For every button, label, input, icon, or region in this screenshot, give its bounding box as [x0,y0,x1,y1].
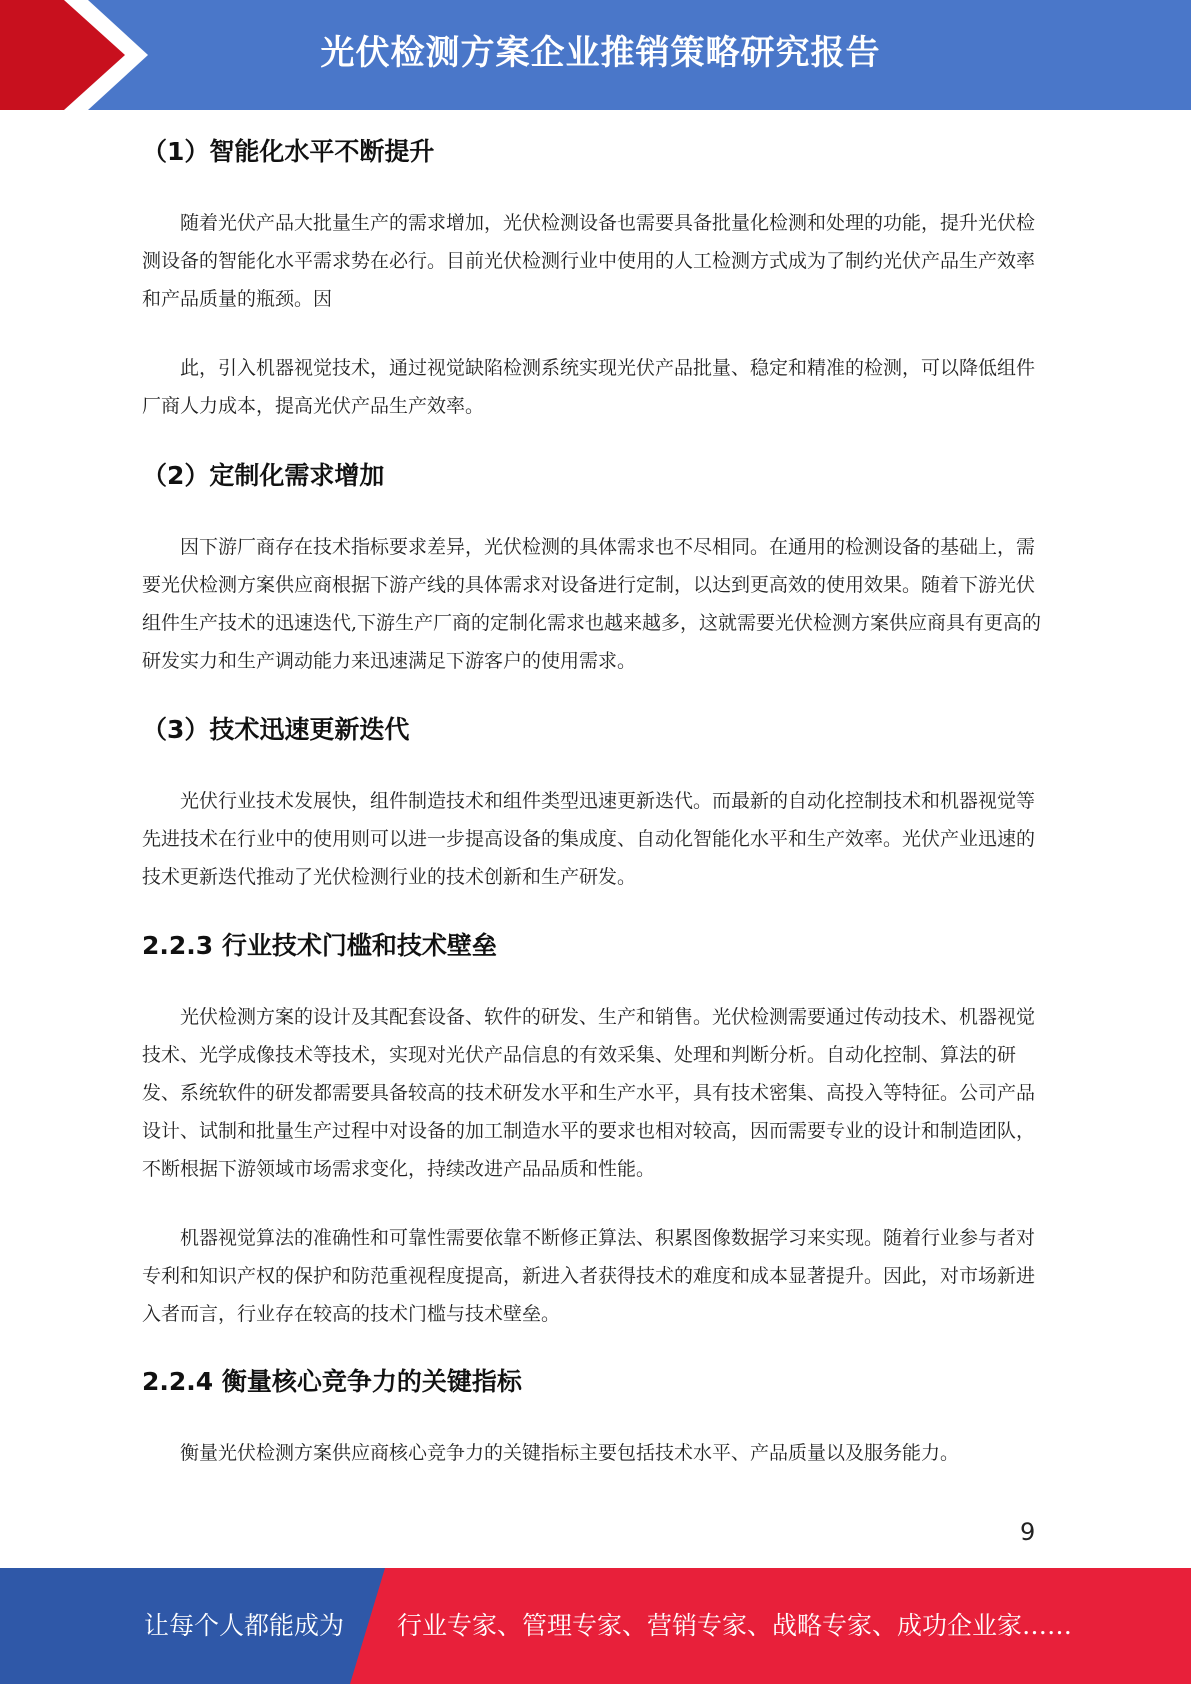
paragraph-3: 因下游厂商存在技术指标要求差异，光伏检测的具体需求也不尽相同。在通用的检测设备的基础上，需要光伏检测方案供应商根据下游产线的具体需求对设备进行定制，以达到更高效的使用效果。随着下游光伏组件生产技术的迅速迭代,下游生产厂商的定制化需求也越来越多，这就需要光伏检测方案供应商具有更高的研发实力和生产调动能力来迅速满足下游客户的使用需求。 [142,536,1042,672]
report-title: 光伏检测方案企业推销策略研究报告 [320,33,881,73]
paragraph-6: 机器视觉算法的准确性和可靠性需要依靠不断修正算法、积累图像数据学习来实现。随着行业参与者对专利和知识产权的保护和防范重视程度提高，新进入者获得技术的难度和成本显著提升。因此，对市场新进入者而言，行业存在较高的技术门槛与技术壁垒。 [142,1227,1036,1325]
footer-slogan-left: 让每个人都能成为 [144,1611,345,1640]
page-footer [0,1568,1191,1684]
red-arrow-logo [0,0,150,110]
page-number: 9 [1020,1518,1036,1546]
paragraph-5: 光伏检测方案的设计及其配套设备、软件的研发、生产和销售。光伏检测需要通过传动技术、机器视觉技术、光学成像技术等技术，实现对光伏产品信息的有效采集、处理和判断分析。自动化控制、算法的研发、系统软件的研发都需要具备较高的技术研发水平和生产水平，具有技术密集、高投入等特征。公司产品设计、试制和批量生产过程中对设备的加工制造水平的要求也相对较高，因而需要专业的设计和制造团队，不断根据下游领域市场需求变化，持续改进产品品质和性能。 [142,1006,1036,1180]
paragraph-7: 衡量光伏检测方案供应商核心竞争力的关键指标主要包括技术水平、产品质量以及服务能力。 [180,1442,960,1464]
section-heading-5: 2.2.4 衡量核心竞争力的关键指标 [142,1367,522,1396]
paragraph-4: 光伏行业技术发展快，组件制造技术和组件类型迅速更新迭代。而最新的自动化控制技术和机器视觉等先进技术在行业中的使用则可以进一步提高设备的集成度、自动化智能化水平和生产效率。光伏产业迅速的技术更新迭代推动了光伏检测行业的技术创新和生产研发。 [142,790,1036,888]
page-header [0,0,1191,110]
paragraph-1: 随着光伏产品大批量生产的需求增加，光伏检测设备也需要具备批量化检测和处理的功能，提升光伏检测设备的智能化水平需求势在必行。目前光伏检测行业中使用的人工检测方式成为了制约光伏产品生产效率和产品质量的瓶颈。因 [142,212,1036,310]
footer-slogan-right: 行业专家、管理专家、营销专家、战略专家、成功企业家…… [397,1611,1073,1640]
section-heading-4: 2.2.3 行业技术门槛和技术壁垒 [142,931,497,960]
paragraph-2: 此，引入机器视觉技术，通过视觉缺陷检测系统实现光伏产品批量、稳定和精准的检测，可以降低组件厂商人力成本，提高光伏产品生产效率。 [142,357,1036,417]
section-heading-1: （1）智能化水平不断提升 [142,137,435,166]
section-heading-3: （3）技术迅速更新迭代 [142,715,410,744]
section-heading-2: （2）定制化需求增加 [142,461,385,490]
